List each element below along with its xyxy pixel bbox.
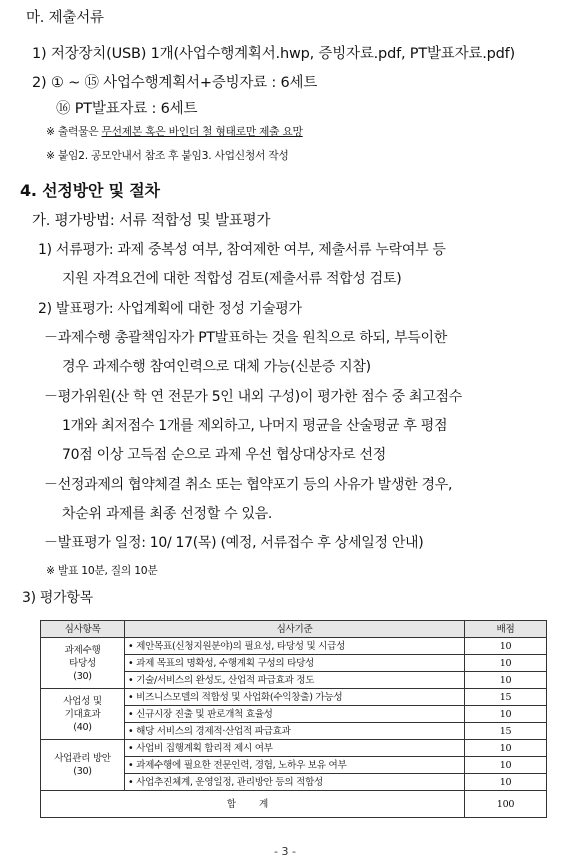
- category-cell: 과제수행 타당성 (30): [41, 638, 125, 689]
- bullet-marker: •: [128, 708, 134, 720]
- attachment-note: ※ 붙임2. 공모안내서 참조 후 붙임3. 사업신청서 작성: [46, 149, 289, 162]
- eval-items-title: 3) 평가항목: [22, 590, 93, 606]
- dash-item-4: －발표평가 일정: 10/ 17(목) (예정, 서류접수 후 상세일정 안내): [44, 535, 424, 551]
- score-cell: 10: [465, 706, 547, 723]
- bullet-marker: •: [128, 725, 134, 737]
- submission-item-usb: 1) 저장장치(USB) 1개(사업수행계획서.hwp, 증빙자료.pdf, PT발표자료.pdf): [32, 46, 516, 62]
- bullet-marker: •: [128, 691, 134, 703]
- dash-item-2-b: 1개와 최저점수 1개를 제외하고, 나머지 평균을 산술평균 후 평점: [62, 418, 448, 434]
- score-cell: 15: [465, 689, 547, 706]
- criteria-cell: • 제안목표(신청지원분야)의 필요성, 타당성 및 시급성: [125, 638, 465, 655]
- total-label: 합 계: [41, 791, 465, 818]
- table-row: [41, 740, 547, 757]
- criteria-cell: • 사업비 집행계획 합리적 제시 여부: [125, 740, 465, 757]
- bullet-marker: •: [128, 657, 134, 669]
- binding-note-underlined: 무선제본 혹은 바인더 철 형태로만 제출 요망: [101, 125, 303, 138]
- total-score: 100: [465, 791, 547, 818]
- header-score: 배점: [465, 621, 547, 638]
- page-number: - 3 -: [274, 845, 296, 858]
- bullet-marker: •: [128, 759, 134, 771]
- table-row: [41, 689, 547, 706]
- presentation-eval: 2) 발표평가: 사업계획에 대한 정성 기술평가: [38, 301, 302, 317]
- criteria-cell: • 해당 서비스의 경제적·산업적 파급효과: [125, 723, 465, 740]
- table-total-row: [41, 791, 547, 818]
- section-ma-title: 마. 제출서류: [26, 10, 104, 26]
- binding-note-prefix: ※ 출력물은: [46, 125, 102, 138]
- dash-item-2-a: －평가위원(산 학 연 전문가 5인 내외 구성)이 평가한 점수 중 최고점수: [44, 389, 462, 405]
- criteria-cell: • 과제 목표의 명확성, 수행계획 구성의 타당성: [125, 655, 465, 672]
- score-cell: 15: [465, 723, 547, 740]
- dash-item-1-b: 경우 과제수행 참여인력으로 대체 가능(신분증 지참): [62, 359, 371, 375]
- score-cell: 10: [465, 774, 547, 791]
- dash-item-1-a: －과제수행 총괄책임자가 PT발표하는 것을 원칙으로 하되, 부득이한: [44, 330, 447, 346]
- table-row: [41, 638, 547, 655]
- bullet-marker: •: [128, 674, 134, 686]
- section-4-heading: 4. 선정방안 및 절차: [20, 181, 160, 200]
- score-cell: 10: [465, 740, 547, 757]
- category-cell: 사업관리 방안 (30): [41, 740, 125, 791]
- criteria-cell: • 사업추진체계, 운영일정, 관리방안 등의 적합성: [125, 774, 465, 791]
- submission-item-sets: 2) ① ~ ⑮ 사업수행계획서+증빙자료 : 6세트: [32, 75, 318, 91]
- doc-eval-line-2: 지원 자격요건에 대한 적합성 검토(제출서류 적합성 검토): [62, 271, 402, 287]
- presentation-time-note: ※ 발표 10분, 질의 10분: [46, 564, 158, 577]
- criteria-cell: • 과제수행에 필요한 전문인력, 경험, 노하우 보유 여부: [125, 757, 465, 774]
- doc-eval-line-1: 1) 서류평가: 과제 중복성 여부, 참여제한 여부, 제출서류 누락여부 등: [38, 242, 446, 258]
- criteria-cell: • 비즈니스모델의 적합성 및 사업화(수익창출) 가능성: [125, 689, 465, 706]
- dash-item-3-a: －선정과제의 협약체결 취소 또는 협약포기 등의 사유가 발생한 경우,: [44, 477, 453, 493]
- criteria-cell: • 신규시장 진출 및 판로개척 효율성: [125, 706, 465, 723]
- table-header-row: [41, 621, 547, 638]
- evaluation-table: [40, 620, 547, 818]
- bullet-marker: •: [128, 640, 134, 652]
- criteria-cell: • 기술/서비스의 완성도, 산업적 파급효과 정도: [125, 672, 465, 689]
- binding-note: [46, 124, 303, 139]
- dash-item-2-c: 70점 이상 고득점 순으로 과제 우선 협상대상자로 선정: [62, 447, 386, 463]
- score-cell: 10: [465, 757, 547, 774]
- score-cell: 10: [465, 672, 547, 689]
- header-category: 심사항목: [41, 621, 125, 638]
- eval-method: 가. 평가방법: 서류 적합성 및 발표평가: [32, 213, 271, 229]
- score-cell: 10: [465, 655, 547, 672]
- header-criteria: 심사기준: [125, 621, 465, 638]
- dash-item-3-b: 차순위 과제를 최종 선정할 수 있음.: [62, 506, 273, 522]
- bullet-marker: •: [128, 776, 134, 788]
- category-cell: 사업성 및 기대효과 (40): [41, 689, 125, 740]
- score-cell: 10: [465, 638, 547, 655]
- bullet-marker: •: [128, 742, 134, 754]
- submission-item-pt: ⑯ PT발표자료 : 6세트: [56, 101, 198, 117]
